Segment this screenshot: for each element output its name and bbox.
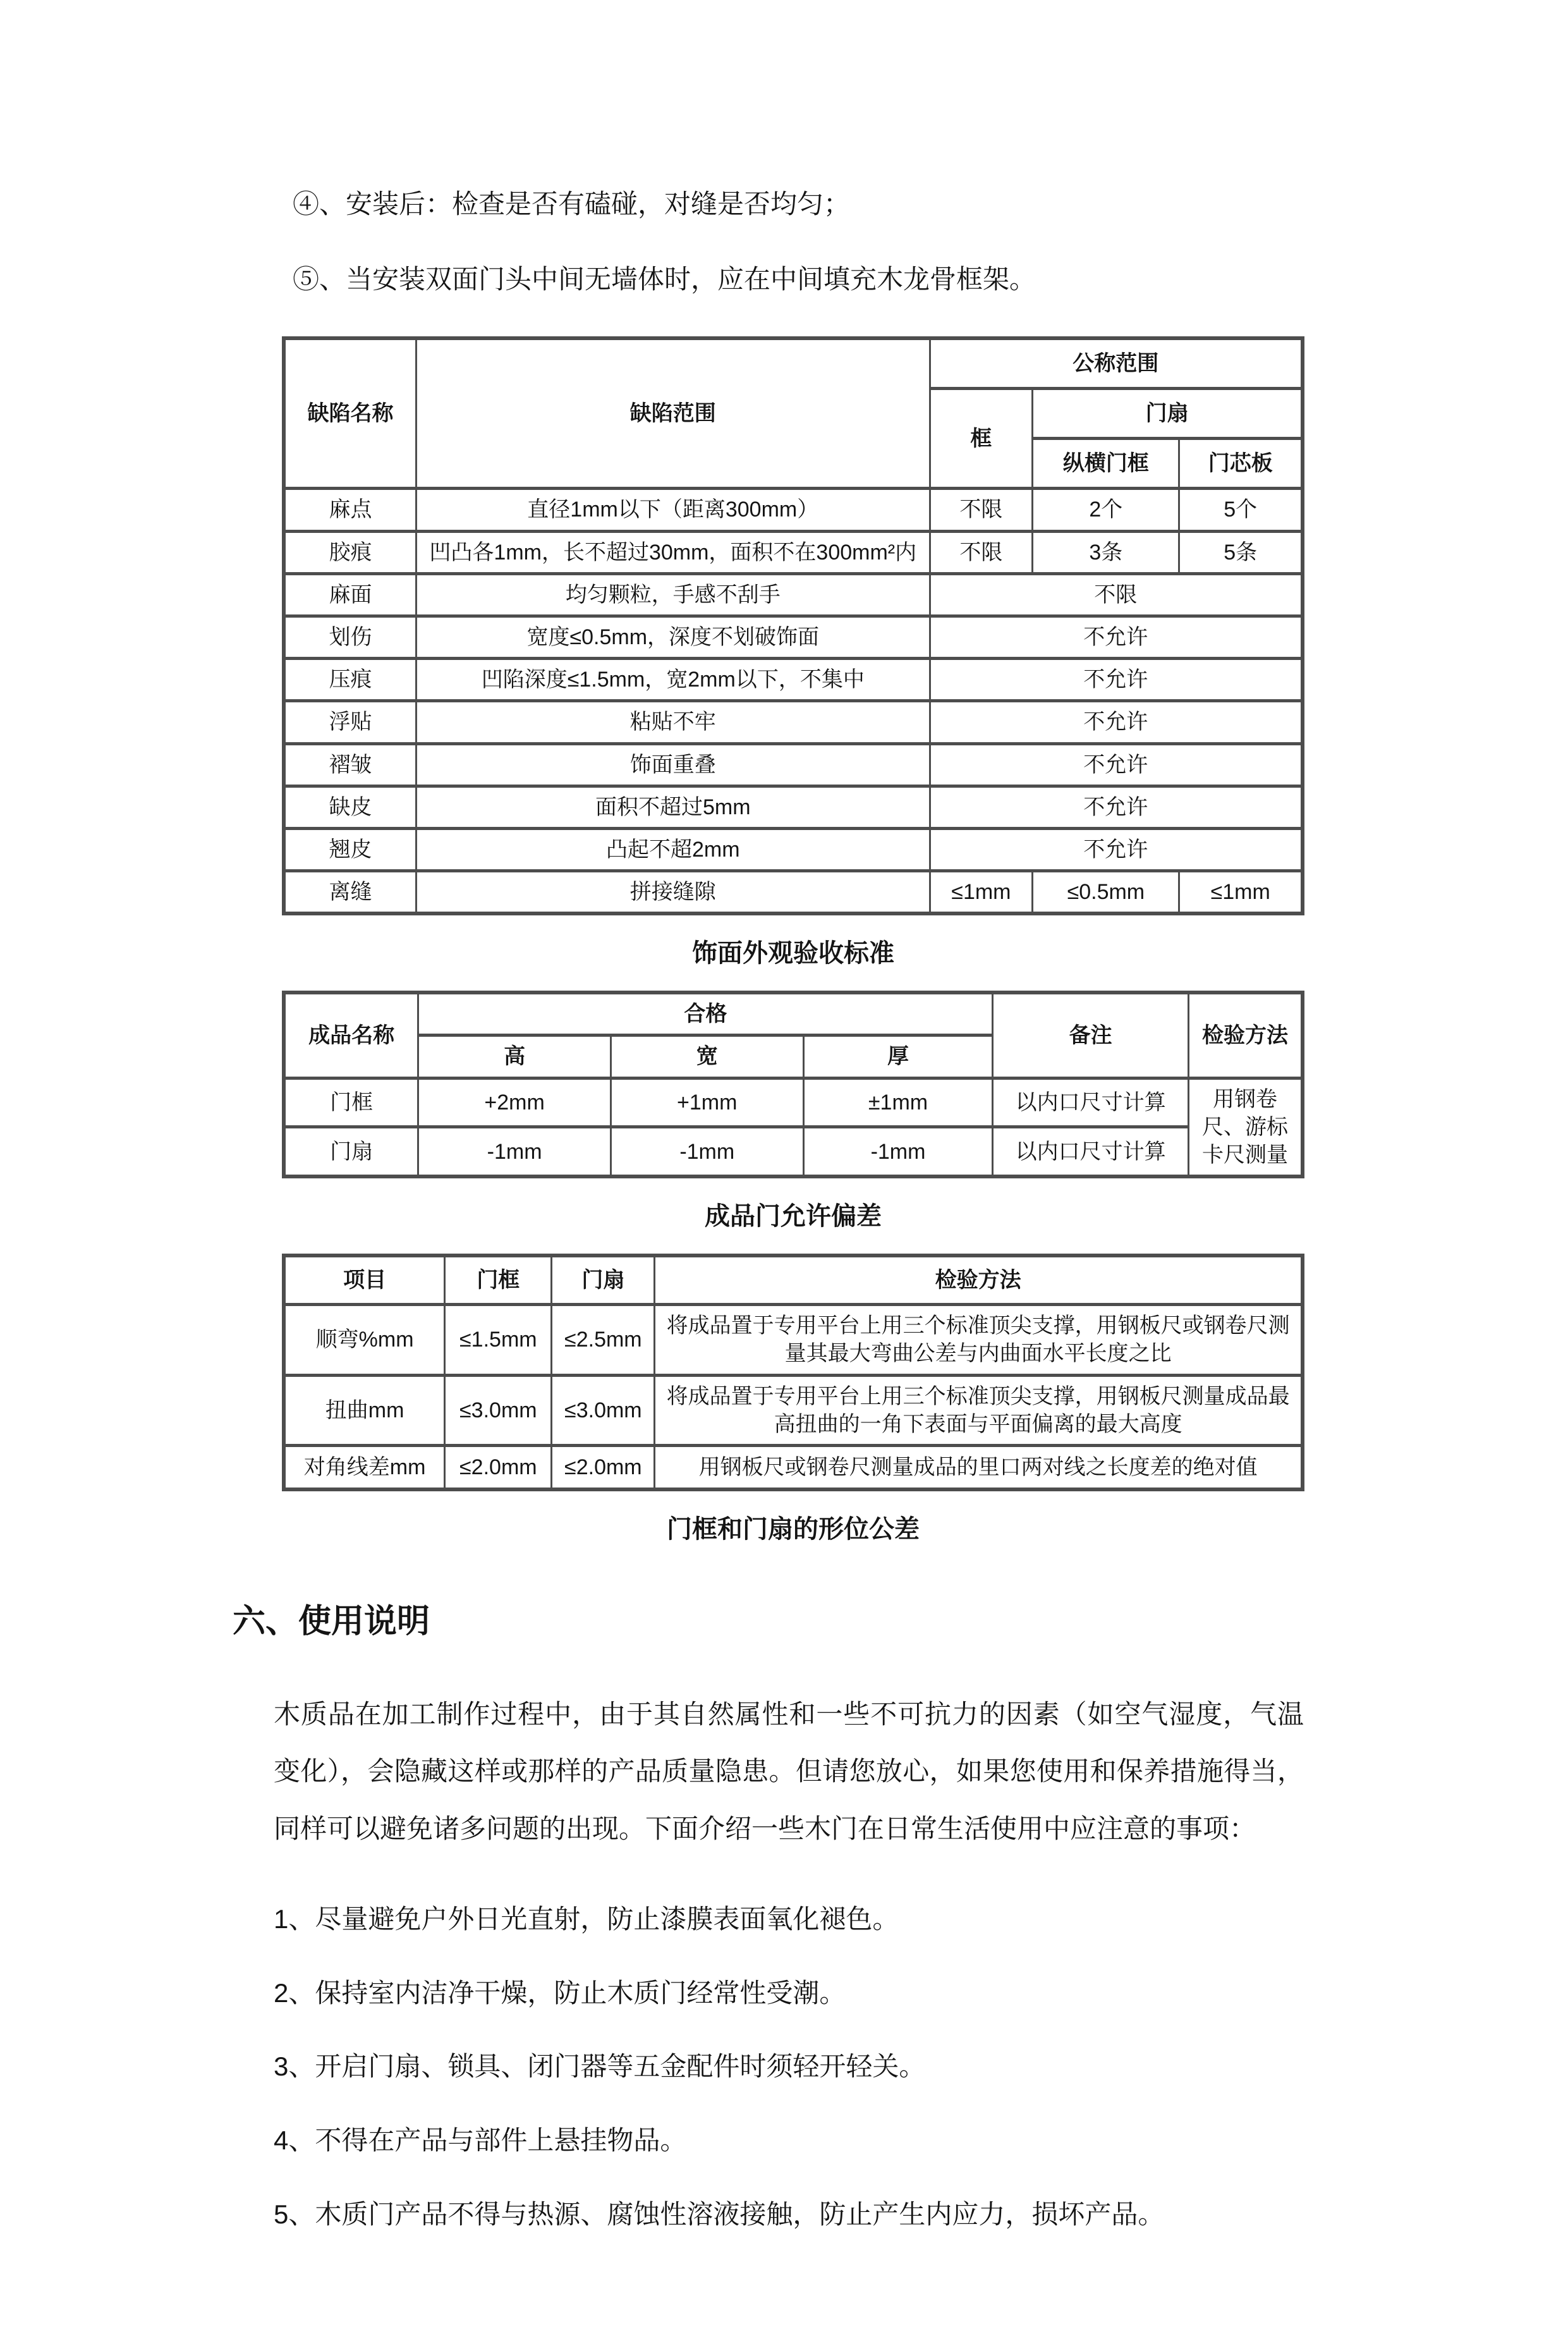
defect-standards-table [282, 336, 1304, 915]
table-row [284, 531, 1303, 573]
table-row [284, 1305, 1303, 1375]
finished-door-tolerance-table [282, 991, 1304, 1178]
table-cell: 扭曲mm [284, 1375, 445, 1445]
install-step-4: ④、安装后：检查是否有磕碰，对缝是否均匀； [293, 189, 851, 219]
table-cell: 凹陷深度≤1.5mm，宽2mm以下，不集中 [416, 659, 930, 701]
table-cell: 宽度≤0.5mm，深度不划破饰面 [416, 616, 930, 658]
col-header-width: 宽 [611, 1036, 803, 1078]
table-cell: 划伤 [284, 616, 416, 658]
col-header-nominal-range: 公称范围 [930, 338, 1303, 389]
install-step-5: ⑤、当安装双面门头中间无墙体时，应在中间填充木龙骨框架。 [293, 264, 1036, 294]
table-cell: 均匀颗粒，手感不刮手 [416, 573, 930, 616]
table-cell: 粘贴不牢 [416, 701, 930, 743]
geometry-tolerance-table [282, 1254, 1304, 1491]
table-cell-merged: 不允许 [930, 743, 1303, 786]
col-header-product-name: 成品名称 [284, 993, 418, 1078]
col-header-core-board: 门芯板 [1179, 439, 1303, 489]
col-header-pass: 合格 [418, 993, 993, 1036]
table-cell: 麻面 [284, 573, 416, 616]
table-cell: ≤3.0mm [445, 1375, 552, 1445]
table-cell: 对角线差mm [284, 1445, 445, 1489]
table-cell: 不限 [930, 531, 1033, 573]
table-row [284, 573, 1303, 616]
table-cell: 翘皮 [284, 828, 416, 871]
col-header-door-leaf: 门扇 [1033, 389, 1303, 439]
table-cell-merged: 不允许 [930, 828, 1303, 871]
table-cell: ≤2.0mm [445, 1445, 552, 1489]
table-cell: 顺弯%mm [284, 1305, 445, 1375]
table-cell: 浮贴 [284, 701, 416, 743]
table-cell: 以内口尺寸计算 [993, 1127, 1189, 1176]
col-header-method: 检验方法 [655, 1255, 1303, 1305]
table-row [284, 828, 1303, 871]
table-row [284, 489, 1303, 531]
col-header-door-frame: 门框 [445, 1255, 552, 1305]
table-cell-merged: 不允许 [930, 659, 1303, 701]
table-cell-merged: 不限 [930, 573, 1303, 616]
table-cell: ±1mm [803, 1078, 993, 1127]
table-cell: 凸起不超2mm [416, 828, 930, 871]
table-cell: 2个 [1033, 489, 1179, 531]
col-header-defect-range: 缺陷范围 [416, 338, 930, 489]
col-header-frame: 框 [930, 389, 1033, 489]
table-cell: 以内口尺寸计算 [993, 1078, 1189, 1127]
usage-note-3: 3、开启门扇、锁具、闭门器等五金配件时须轻开轻关。 [274, 2051, 926, 2082]
table-cell: ≤2.0mm [552, 1445, 655, 1489]
table-cell: +1mm [611, 1078, 803, 1127]
col-header-vh-frame: 纵横门框 [1033, 439, 1179, 489]
table-cell: 缺皮 [284, 786, 416, 828]
table-header-row [284, 1255, 1303, 1305]
table-row [284, 871, 1303, 914]
table-cell: 5个 [1179, 489, 1303, 531]
table-cell: +2mm [418, 1078, 611, 1127]
table-row [284, 616, 1303, 658]
table-cell: 拼接缝隙 [416, 871, 930, 914]
table-cell: -1mm [418, 1127, 611, 1176]
table-cell: 门框 [284, 1078, 418, 1127]
table-cell: ≤1mm [930, 871, 1033, 914]
table-header-row [284, 338, 1303, 389]
table-cell: 直径1mm以下（距离300mm） [416, 489, 930, 531]
table-cell: -1mm [803, 1127, 993, 1176]
table-cell: ≤1.5mm [445, 1305, 552, 1375]
table-cell: 褶皱 [284, 743, 416, 786]
table-cell: ≤2.5mm [552, 1305, 655, 1375]
table-row [284, 701, 1303, 743]
table-cell: 用钢板尺或钢卷尺测量成品的里口两对线之长度差的绝对值 [655, 1445, 1303, 1489]
table-row [284, 743, 1303, 786]
table-cell: 将成品置于专用平台上用三个标准顶尖支撑，用钢板尺或钢卷尺测量其最大弯曲公差与内曲面水平长度之比 [655, 1305, 1303, 1375]
table-row [284, 786, 1303, 828]
table-cell: 5条 [1179, 531, 1303, 573]
col-header-thickness: 厚 [803, 1036, 993, 1078]
col-header-door-leaf: 门扇 [552, 1255, 655, 1305]
table-cell: ≤0.5mm [1033, 871, 1179, 914]
table-cell: ≤1mm [1179, 871, 1303, 914]
col-header-note: 备注 [993, 993, 1189, 1078]
table-cell: 麻点 [284, 489, 416, 531]
usage-note-1: 1、尽量避免户外日光直射，防止漆膜表面氧化褪色。 [274, 1903, 899, 1934]
table-cell: 不限 [930, 489, 1033, 531]
table-cell: 离缝 [284, 871, 416, 914]
table-cell: 凹凸各1mm，长不超过30mm，面积不在300mm²内 [416, 531, 930, 573]
section-heading-usage: 六、使用说明 [233, 1603, 430, 1640]
table-cell: -1mm [611, 1127, 803, 1176]
table-cell-merged: 用钢卷尺、游标卡尺测量 [1188, 1078, 1303, 1176]
table-cell: 压痕 [284, 659, 416, 701]
table-cell: ≤3.0mm [552, 1375, 655, 1445]
table-row [284, 659, 1303, 701]
usage-note-4: 4、不得在产品与部件上悬挂物品。 [274, 2125, 687, 2155]
usage-intro-paragraph: 木质品在加工制作过程中，由于其自然属性和一些不可抗力的因素（如空气湿度，气温变化），会隐藏这样或那样的产品质量隐患。但请您放心，如果您使用和保养措施得当，同样可以避免诸多问题的出现。下面介绍一些木门在日常生活使用中应注意的事项： [274, 1699, 1304, 1843]
table-header-row [284, 993, 1303, 1036]
table-row [284, 1078, 1303, 1127]
table-cell: 胶痕 [284, 531, 416, 573]
geometry-table-caption: 门框和门扇的形位公差 [667, 1515, 920, 1543]
col-header-defect-name: 缺陷名称 [284, 338, 416, 489]
usage-note-2: 2、保持室内洁净干燥，防止木质门经常性受潮。 [274, 1977, 846, 2008]
table-cell: 饰面重叠 [416, 743, 930, 786]
table-cell-merged: 不允许 [930, 786, 1303, 828]
col-header-method: 检验方法 [1188, 993, 1303, 1078]
table-cell: 面积不超过5mm [416, 786, 930, 828]
table-row [284, 1375, 1303, 1445]
table-cell-merged: 不允许 [930, 701, 1303, 743]
table-cell: 将成品置于专用平台上用三个标准顶尖支撑，用钢板尺测量成品最高扭曲的一角下表面与平面偏离的最大高度 [655, 1375, 1303, 1445]
table-cell-merged: 不允许 [930, 616, 1303, 658]
table-cell: 门扇 [284, 1127, 418, 1176]
col-header-item: 项目 [284, 1255, 445, 1305]
col-header-height: 高 [418, 1036, 611, 1078]
table-cell: 3条 [1033, 531, 1179, 573]
defect-table-caption: 饰面外观验收标准 [692, 939, 894, 968]
table-row [284, 1445, 1303, 1489]
usage-note-5: 5、木质门产品不得与热源、腐蚀性溶液接触，防止产生内应力，损坏产品。 [274, 2199, 1165, 2229]
tolerance-table-caption: 成品门允许偏差 [705, 1202, 882, 1231]
table-row [284, 1127, 1303, 1176]
